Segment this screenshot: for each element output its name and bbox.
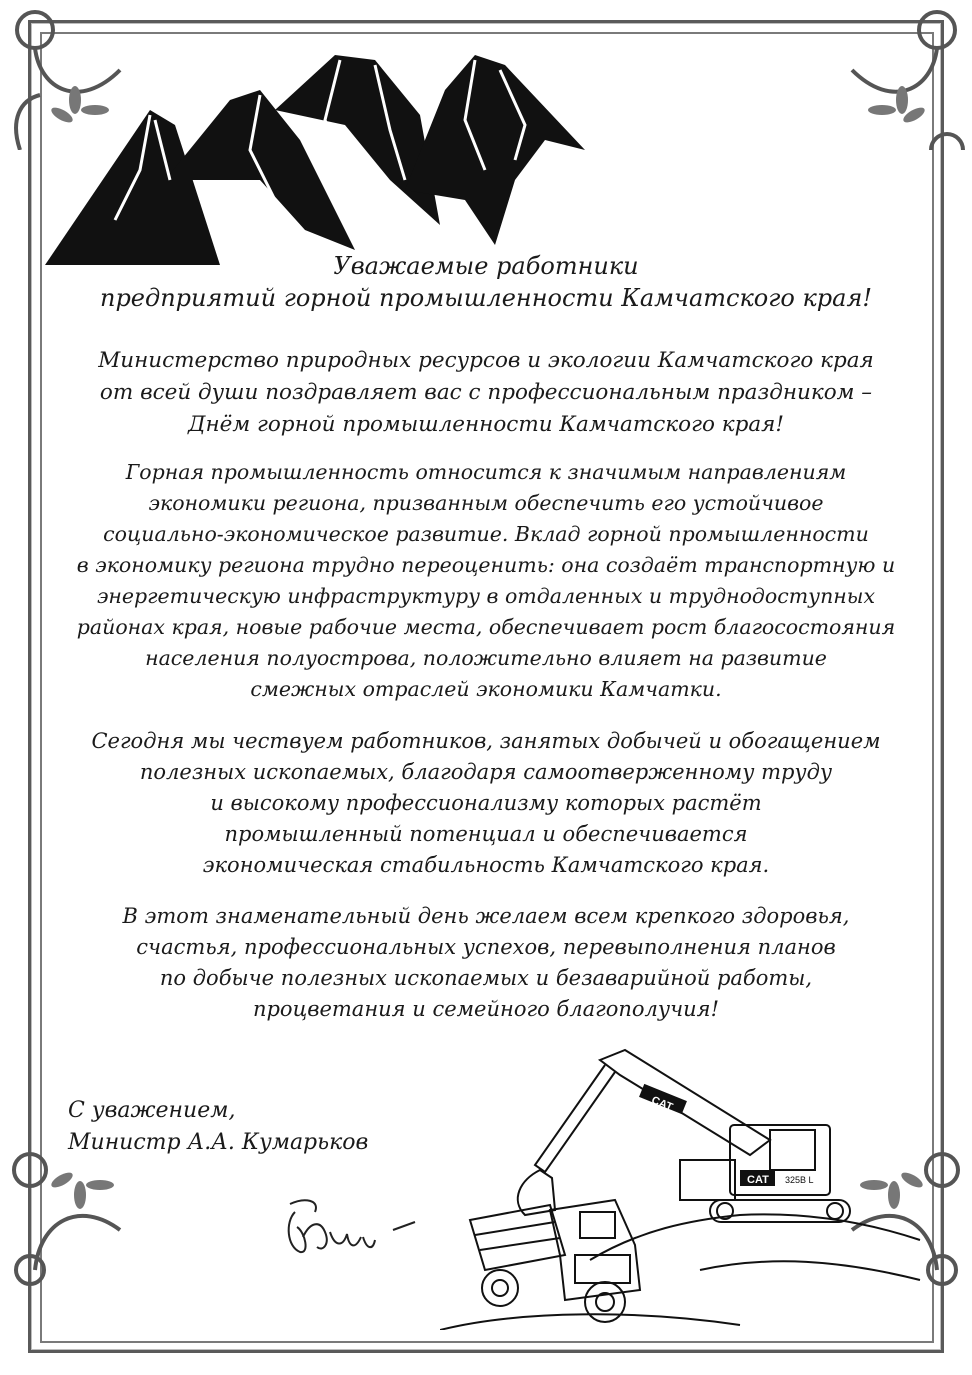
signoff-block bbox=[68, 1095, 368, 1159]
paragraph-line: населения полуострова, положительно влияет на развитие bbox=[145, 646, 827, 670]
greeting-line: предприятий горной промышленности Камчатского края! bbox=[99, 284, 873, 312]
paragraph-line: промышленный потенциал и обеспечивается bbox=[224, 822, 748, 846]
paragraph-line: районах края, новые рабочие места, обеспечивает рост благосостояния bbox=[76, 615, 896, 639]
signoff-regards: С уважением, bbox=[68, 1098, 236, 1123]
paragraph-line: Министерство природных ресурсов и экологии Камчатского края bbox=[98, 348, 874, 373]
cab-brand-label: CAT bbox=[747, 1174, 769, 1186]
paragraph-line: экономики региона, призванным обеспечить его устойчивое bbox=[148, 491, 824, 515]
paragraph-line: Днём горной промышленности Камчатского края! bbox=[187, 412, 785, 437]
paragraph-line: В этот знаменательный день желаем всем крепкого здоровья, bbox=[122, 904, 850, 928]
signoff-minister: Министр А.А. Кумарьков bbox=[68, 1130, 369, 1155]
boom-brand-label: CAT bbox=[649, 1094, 675, 1114]
paragraph-line: и высокому профессионализму которых растёт bbox=[210, 791, 762, 815]
industry-importance-paragraph bbox=[60, 457, 912, 705]
congratulation-paragraph bbox=[60, 345, 912, 441]
paragraph-line: счастья, профессиональных успехов, перевыполнения планов bbox=[136, 935, 836, 959]
paragraph-line: социально-экономическое развитие. Вклад горной промышленности bbox=[103, 522, 869, 546]
paragraph-line: Горная промышленность относится к значимым направлениям bbox=[125, 460, 847, 484]
honoring-workers-paragraph bbox=[60, 726, 912, 881]
paragraph-line: энергетическую инфраструктуру в отдаленных и труднодоступных bbox=[96, 584, 876, 608]
excavator-truck-illustration bbox=[440, 1040, 930, 1330]
wishes-paragraph bbox=[60, 901, 912, 1025]
corner-ornament-bottom-left bbox=[0, 1140, 150, 1290]
corner-ornament-top-right bbox=[822, 0, 972, 150]
paragraph-line: в экономику региона трудно переоценить: она создаёт транспортную и bbox=[76, 553, 896, 577]
model-label: 325B L bbox=[785, 1175, 814, 1185]
paragraph-line: по добыче полезных ископаемых и безаварийной работы, bbox=[159, 966, 813, 990]
paragraph-line: Сегодня мы чествуем работников, занятых добычей и обогащением bbox=[91, 729, 881, 753]
mountains-illustration bbox=[45, 30, 605, 270]
paragraph-line: процветания и семейного благополучия! bbox=[252, 997, 720, 1021]
paragraph-line: экономическая стабильность Камчатского края. bbox=[202, 853, 770, 877]
paragraph-line: полезных ископаемых, благодаря самоотверженному труду bbox=[139, 760, 833, 784]
greeting-heading bbox=[60, 250, 912, 314]
handwritten-signature bbox=[275, 1192, 425, 1262]
paragraph-line: от всей души поздравляет вас с профессиональным праздником – bbox=[99, 380, 873, 405]
greeting-line: Уважаемые работники bbox=[333, 252, 639, 280]
paragraph-line: смежных отраслей экономики Камчатки. bbox=[250, 677, 722, 701]
